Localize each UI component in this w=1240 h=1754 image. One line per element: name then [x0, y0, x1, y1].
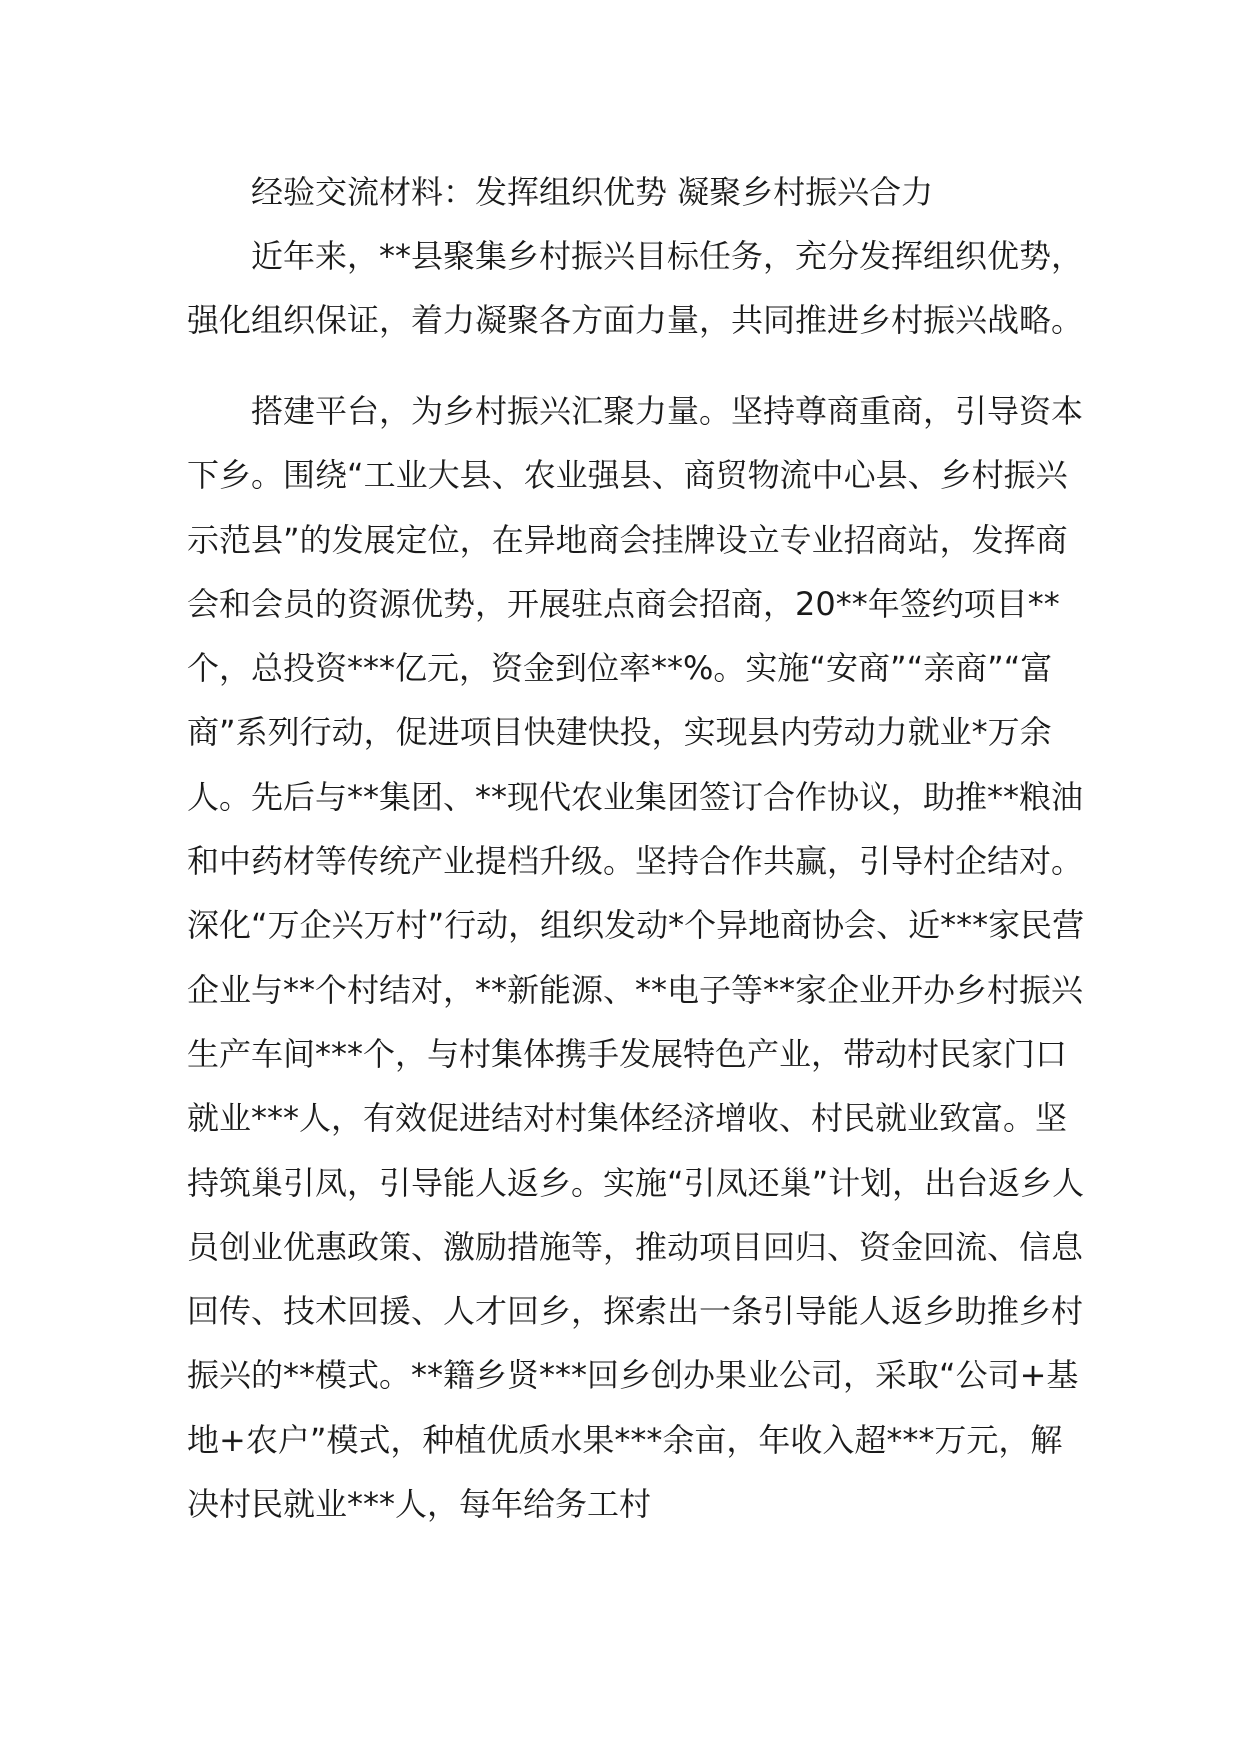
- intro-paragraph: 近年来，**县聚集乡村振兴目标任务，充分发挥组织优势，强化组织保证，着力凝聚各方面力量，共同推进乡村振兴战略。: [187, 237, 1084, 339]
- body-paragraph: 搭建平台，为乡村振兴汇聚力量。坚持尊商重商，引导资本下乡。围绕“工业大县、农业强县、商贸物流中心县、乡村振兴示范县”的发展定位，在异地商会挂牌设立专业招商站，发挥商会和会员的资源优势，开展驻点商会招商，20**年签约项目**个，总投资***亿元，资金到位率**%。实施“安商”“亲商”“富商”系列行动，促进项目快建快投，实现县内劳动力就业*万余人。先后与**集团、**现代农业集团签订合作协议，助推**粮油和中药材等传统产业提档升级。坚持合作共赢，引导村企结对。深化“万企兴万村”行动，组织发动*个异地商协会、近***家民营企业与**个村结对，**新能源、**电子等**家企业开办乡村振兴生产车间***个，与村集体携手发展特色产业，带动村民家门口就业***人，有效促进结对村集体经济增收、村民就业致富。坚持筑巢引凤，引导能人返乡。实施“引凤还巢”计划，出台返乡人员创业优惠政策、激励措施等，推动项目回归、资金回流、信息回传、技术回援、人才回乡，探索出一条引导能人返乡助推乡村振兴的**模式。**籍乡贤***回乡创办果业公司，采取“公司+基地+农户”模式，种植优质水果***余亩，年收入超***万元，解决村民就业***人，每年给务工村: [187, 392, 1085, 1524]
- document-title: 经验交流材料：发挥组织优势 凝聚乡村振兴合力: [251, 173, 934, 211]
- document-body: [187, 160, 1087, 1536]
